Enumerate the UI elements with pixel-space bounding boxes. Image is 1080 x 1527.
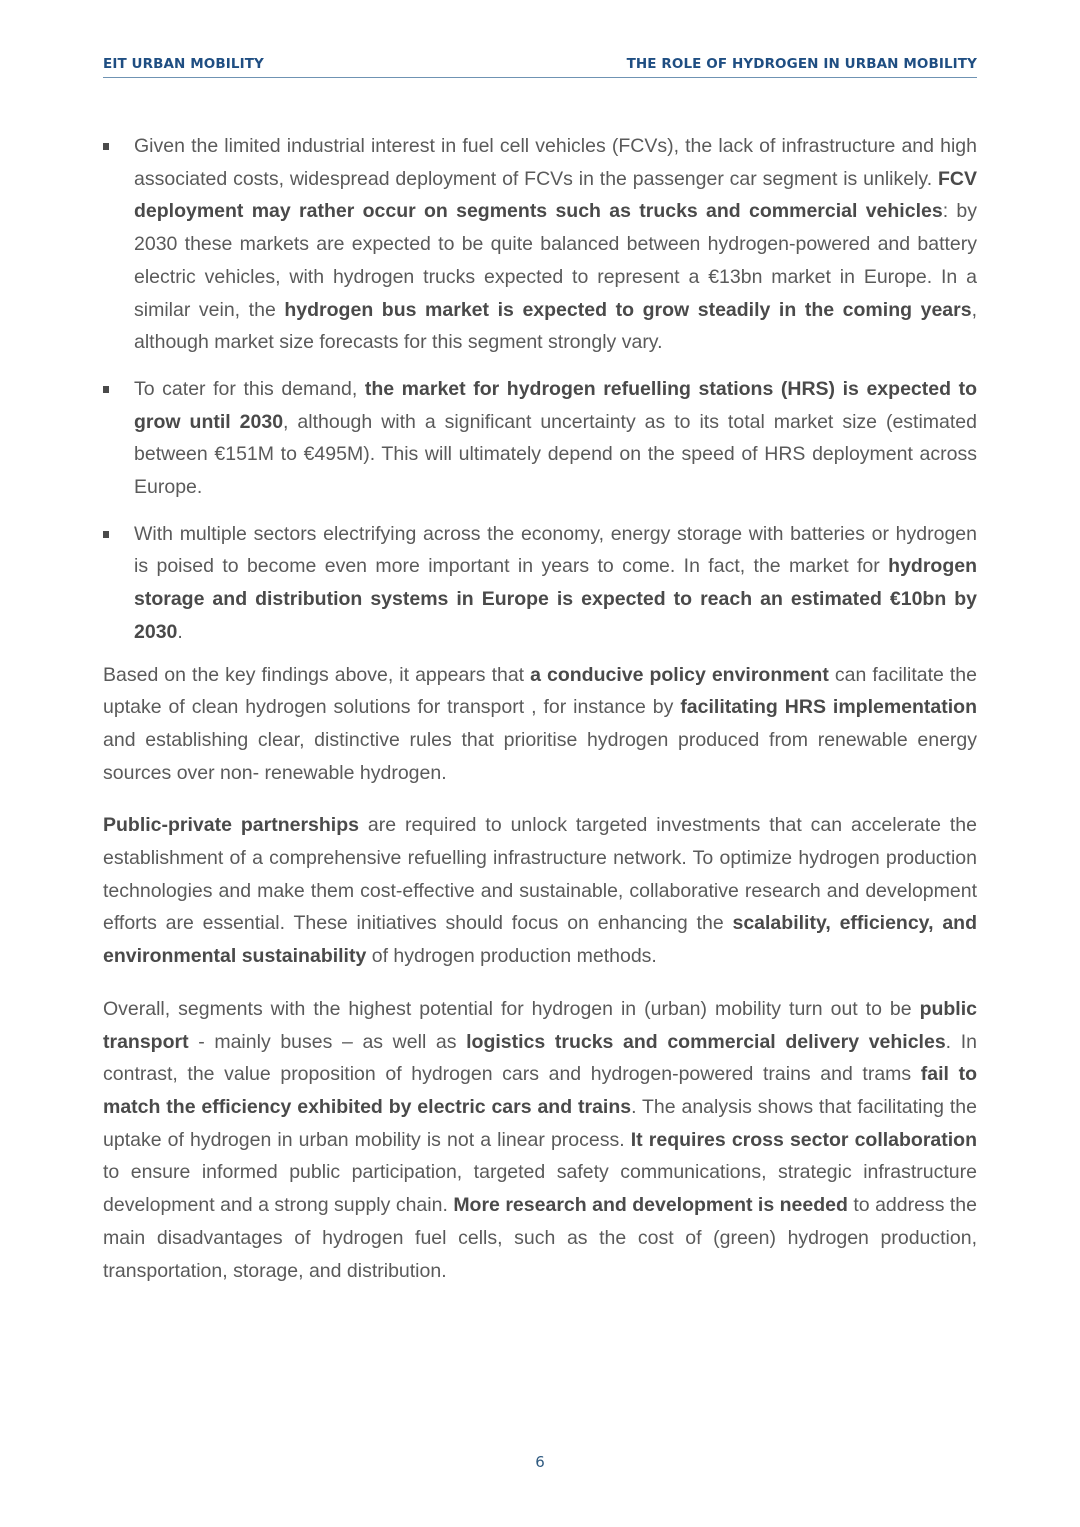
finding-item bbox=[103, 130, 977, 359]
body-text: . In contrast, the value proposition of hydrogen cars and hydrogen-powered trains and trams bbox=[103, 1030, 977, 1086]
emphasis-text: More research and development is needed bbox=[453, 1194, 848, 1217]
body-text: of hydrogen production methods. bbox=[366, 945, 657, 968]
body-text: - mainly buses – as well as bbox=[188, 1030, 467, 1053]
body-text: With multiple sectors electrifying across the economy, energy storage with batteries or hydrogen is poised to become even more important in years to come. In fact, the market for bbox=[134, 522, 977, 578]
header-document-title: THE ROLE OF HYDROGEN IN URBAN MOBILITY bbox=[626, 56, 977, 72]
emphasis-text: fail to match the efficiency exhibited by electric cars and trains bbox=[103, 1063, 977, 1118]
body-text: Based on the key findings above, it appears that bbox=[103, 663, 531, 686]
emphasis-text: Public-private partnerships bbox=[103, 814, 359, 837]
key-findings-list bbox=[103, 130, 977, 649]
finding-item bbox=[103, 373, 977, 504]
emphasis-text: hydrogen storage and distribution systems in Europe is expected to reach an estimated €10bn by 2030 bbox=[134, 555, 977, 643]
body-text: . bbox=[177, 620, 183, 643]
finding-text bbox=[134, 378, 977, 498]
emphasis-text: a conducive policy environment bbox=[530, 663, 829, 686]
paragraph-text bbox=[103, 664, 977, 784]
body-text: . The analysis shows that facilitating the uptake of hydrogen in urban mobility is not a linear process. bbox=[103, 1095, 977, 1151]
policy-paragraph bbox=[103, 659, 977, 790]
header-publisher: EIT URBAN MOBILITY bbox=[103, 56, 264, 72]
body-text: Given the limited industrial interest in fuel cell vehicles (FCVs), the lack of infrastructure and high associated costs, widespread deployment of FCVs in the passenger car segment is unlikely. bbox=[134, 135, 977, 190]
body-text: and establishing clear, distinctive rules that prioritise hydrogen produced from renewable energy sources over non- renewable hydrogen. bbox=[103, 728, 977, 784]
square-bullet-icon bbox=[103, 386, 109, 393]
finding-item bbox=[103, 518, 977, 649]
emphasis-text: logistics trucks and commercial delivery vehicles bbox=[466, 1030, 946, 1053]
page-number: 6 bbox=[535, 1453, 545, 1471]
partnerships-paragraph bbox=[103, 809, 977, 973]
body-text: to address the main disadvantages of hydrogen fuel cells, such as the cost of (green) hydrogen production, transportation, storage, and distribution. bbox=[103, 1194, 977, 1282]
square-bullet-icon bbox=[103, 143, 109, 150]
body-text: : by 2030 these markets are expected to be quite balanced between hydrogen-powered and battery electric vehicles, with hydrogen trucks expected to represent a €13bn market in Europe. In a similar vein, the bbox=[134, 200, 977, 321]
body-text: to ensure informed public participation, targeted safety communications, strategic infrastructure development and a strong supply chain. bbox=[103, 1161, 977, 1217]
paragraph-text bbox=[103, 998, 977, 1282]
body-text: , although with a significant uncertainty as to its total market size (estimated between €151M to €495M). This will ultimately depend on the speed of HRS deployment across Europe. bbox=[134, 410, 977, 499]
body-text: To cater for this demand, bbox=[134, 377, 365, 400]
emphasis-text: facilitating HRS implementation bbox=[680, 696, 977, 719]
body-text: can facilitate the uptake of clean hydrogen solutions for transport , for instance by bbox=[103, 663, 977, 719]
conclusion-paragraph bbox=[103, 993, 977, 1287]
page-body bbox=[103, 130, 977, 1307]
paragraph-text bbox=[103, 814, 977, 967]
body-text: are required to unlock targeted investments that can accelerate the establishment of a comprehensive refuelling infrastructure network. To optimize hydrogen production technologies and make them cost-effective and sustainable, collaborative research and development efforts are essential. These initiatives should focus on enhancing the bbox=[103, 814, 977, 935]
emphasis-text: It requires cross sector collaboration bbox=[630, 1128, 978, 1151]
emphasis-text: public transport bbox=[103, 997, 977, 1053]
running-header bbox=[103, 55, 977, 78]
emphasis-text: hydrogen bus market is expected to grow steadily in the coming years bbox=[284, 298, 972, 321]
finding-text bbox=[134, 135, 977, 353]
finding-text bbox=[134, 523, 977, 643]
body-text: Overall, segments with the highest potential for hydrogen in (urban) mobility turn out to be bbox=[103, 997, 920, 1020]
emphasis-text: FCV deployment may rather occur on segments such as trucks and commercial vehicles bbox=[134, 167, 977, 223]
square-bullet-icon bbox=[103, 531, 109, 538]
emphasis-text: the market for hydrogen refuelling stations (HRS) is expected to grow until 2030 bbox=[134, 377, 977, 433]
body-text: , although market size forecasts for this segment strongly vary. bbox=[134, 298, 977, 354]
emphasis-text: scalability, efficiency, and environmental sustainability bbox=[103, 912, 977, 968]
